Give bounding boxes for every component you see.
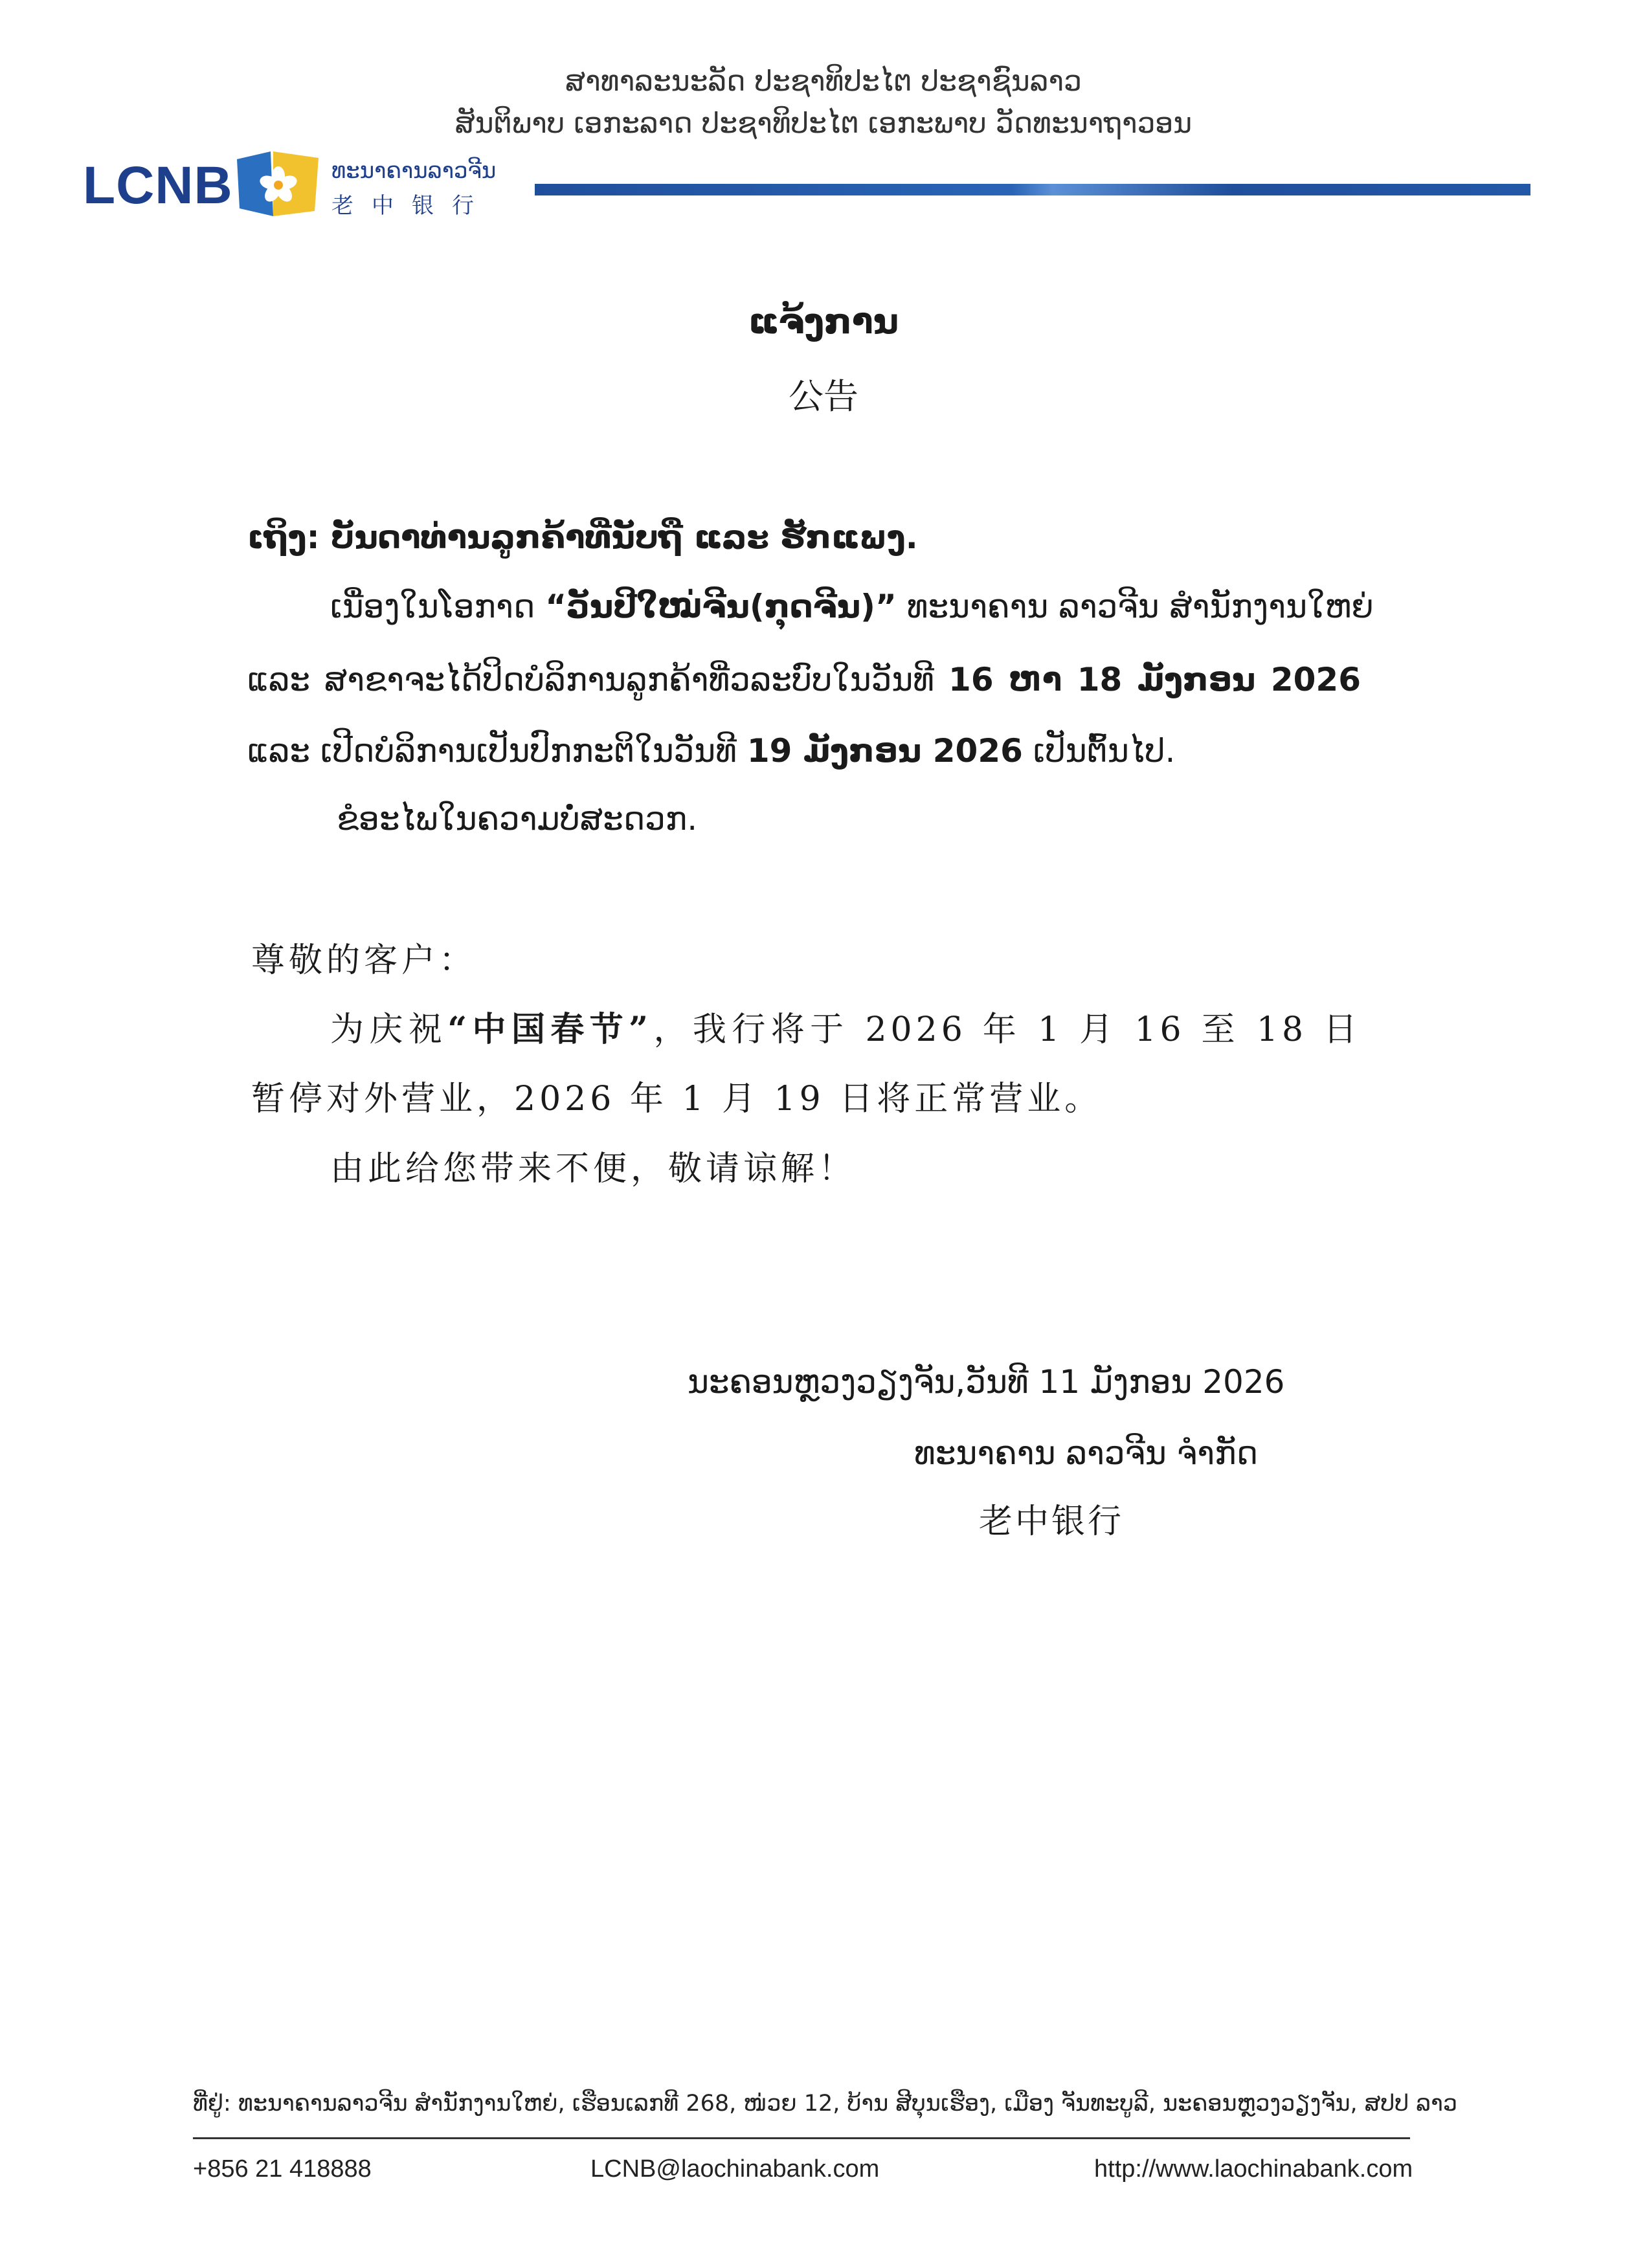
header-divider xyxy=(535,184,1530,195)
bank-logo-name-lao: ທະນາຄານລາວຈີນ xyxy=(331,158,497,184)
government-line-1: ສາທາລະນະລັດ ປະຊາທິປະໄຕ ປະຊາຊົນລາວ xyxy=(565,65,1082,98)
cn-holiday-name: “中国春节” xyxy=(447,1010,653,1049)
signature-date: ນະຄອນຫຼວງວຽງຈັນ,ວັນທີ 11 ມັງກອນ 2026 xyxy=(688,1363,1285,1401)
footer-email-link[interactable]: LCNB@laochinabank.com xyxy=(590,2155,880,2183)
lao-closure-dates: 16 ຫາ 18 ມັງກອນ 2026 xyxy=(948,661,1361,698)
bank-logo-emblem-icon xyxy=(233,149,324,220)
cn-salutation: 尊敬的客户： xyxy=(251,941,477,980)
lao-paragraph-line-3: ແລະ ເປີດບໍລິການເປັນປົກກະຕິໃນວັນທີ 19 ມັງກອນ 2026 ເປັນຕົ້ນໄປ. xyxy=(247,732,1176,770)
lao-reopen-date: 19 ມັງກອນ 2026 xyxy=(746,732,1023,770)
notice-title-cn: 公告 xyxy=(789,376,858,417)
signature-bank-lao: ທະນາຄານ ລາວຈີນ ຈຳກັດ xyxy=(914,1434,1259,1472)
notice-title-lao: ແຈ້ງການ xyxy=(748,301,899,342)
lao-holiday-name: “ວັນປີໃໝ່ຈີນ(ກຸດຈີນ)” xyxy=(545,588,897,625)
signature-bank-cn: 老中银行 xyxy=(979,1502,1125,1541)
lao-paragraph-line-1: ເນື່ອງໃນໂອກາດ “ວັນປີໃໝ່ຈີນ(ກຸດຈີນ)” ທະນາຄານ ລາວຈີນ ສຳນັກງານໃຫຍ່ xyxy=(330,588,1374,625)
lao-apology: ຂໍອະໄພໃນຄວາມບໍ່ສະດວກ. xyxy=(337,800,698,838)
footer-divider xyxy=(193,2137,1410,2139)
bank-logo-text: LCNB xyxy=(83,156,233,215)
lao-salutation: ເຖິງ: ບັນດາທ່ານລູກຄ້າທີ່ນັບຖື ແລະ ຮັກແພງ. xyxy=(247,518,918,556)
lao-paragraph-line-2: ແລະ ສາຂາຈະໄດ້ປິດບໍລິການລູກຄ້າທີ່ວລະບົບໃນວັນທີ 16 ຫາ 18 ມັງກອນ 2026 xyxy=(247,661,1361,698)
cn-paragraph-line-1: 为庆祝“中国春节”，我行将于 2026 年 1 月 16 至 18 日 xyxy=(330,1010,1361,1049)
cn-paragraph-line-2: 暂停对外营业，2026 年 1 月 19 日将正常营业。 xyxy=(251,1080,1103,1118)
bank-logo-name-cn: 老中银行 xyxy=(331,193,492,219)
footer-website-link[interactable]: http://www.laochinabank.com xyxy=(1094,2155,1413,2183)
footer-phone: +856 21 418888 xyxy=(193,2155,372,2183)
footer-address: ທີ່ຢູ່: ທະນາຄານລາວຈີນ ສຳນັກງານໃຫຍ່, ເຮືອນເລກທີ 268, ໜ່ວຍ 12, ບ້ານ ສີບຸນເຮືອງ, ເມືອງ ຈັນທະບູລີ, ນະຄອນຫຼວງວຽງຈັນ, ສປປ ລາວ xyxy=(193,2091,1457,2117)
government-line-2: ສັນຕິພາບ ເອກະລາດ ປະຊາທິປະໄຕ ເອກະພາບ ວັດທະນາຖາວອນ xyxy=(454,107,1193,140)
cn-apology: 由此给您带来不便，敬请谅解！ xyxy=(330,1150,857,1188)
